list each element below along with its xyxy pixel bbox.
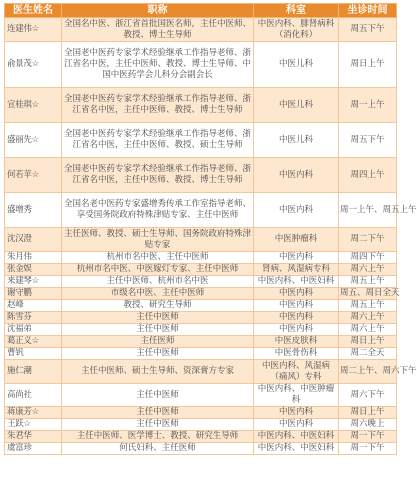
doctor-title-cell: 全国名老中医药专家盛增秀传承工作室指导老师、享受国务院政府特殊津贴专家、主任中医师 xyxy=(62,193,254,228)
doctor-title-cell: 主任中医师 xyxy=(62,348,254,360)
doctor-name-cell: 何若苹☆ xyxy=(5,158,62,193)
doctor-title-cell: 全国老中医药专家学术经验继承工作指导老师、浙江省名中医，主任中医师、教授、硕士生导师 xyxy=(62,123,254,158)
doctor-name-cell: 来建琴☆ xyxy=(5,276,62,288)
doctor-title-cell: 何氏妇科、主任医师 xyxy=(62,443,254,455)
doctor-name-cell: 沈汉澄 xyxy=(5,228,62,252)
doctor-name-cell: 施仁潮 xyxy=(5,360,62,384)
doctor-schedule-table xyxy=(4,3,417,455)
clinic-time-cell: 周一下午 xyxy=(339,443,397,455)
clinic-time-cell: 周六下午 xyxy=(339,384,397,407)
header-dept: 科室 xyxy=(254,4,339,18)
header-title: 职称 xyxy=(62,4,254,18)
doctor-title-cell: 主任中医师 xyxy=(62,419,254,431)
doctor-name-cell: 张金娱 xyxy=(5,264,62,276)
clinic-time-cell: 周六上午 xyxy=(339,324,397,336)
doctor-name-cell: 蒋康芳☆ xyxy=(5,407,62,419)
clinic-time-cell: 周二全天 xyxy=(339,348,397,360)
table-row xyxy=(5,407,397,419)
department-cell: 中医皮肤科 xyxy=(254,336,339,348)
department-cell: 中医内科、风湿病（痛风）专科 xyxy=(254,360,339,384)
table-row xyxy=(5,264,397,276)
doctor-name-cell: 葛正义☆ xyxy=(5,336,62,348)
department-cell: 中医内科、中医妇科 xyxy=(254,276,339,288)
doctor-title-cell: 全国名中医、浙江省首批国医名师，主任中医师、教授、博士生导师 xyxy=(62,18,254,42)
doctor-title-cell: 主任医师 xyxy=(62,336,254,348)
doctor-name-cell: 王跃☆ xyxy=(5,419,62,431)
department-cell: 中医内科 xyxy=(254,158,339,193)
table-row xyxy=(5,193,397,228)
doctor-title-cell: 全国老中医药专家学术经验继承工作指导老师、浙江省名中医，主任中医师、教授、博士生导师、中国中医药学会儿科分会副会长 xyxy=(62,42,254,88)
department-cell: 中医内科 xyxy=(254,252,339,264)
table-row xyxy=(5,288,397,300)
table-row xyxy=(5,158,397,193)
department-cell: 中医内科 xyxy=(254,419,339,431)
doctor-name-cell: 陈雪芬 xyxy=(5,312,62,324)
table-row xyxy=(5,324,397,336)
department-cell: 中医骨伤科 xyxy=(254,348,339,360)
doctor-title-cell: 主任中医师 xyxy=(62,312,254,324)
clinic-time-cell: 周六上午 xyxy=(339,312,397,324)
doctor-name-cell: 连建伟☆ xyxy=(5,18,62,42)
doctor-title-cell: 教授、研究生导师 xyxy=(62,300,254,312)
doctor-name-cell: 宣桂琪☆ xyxy=(5,88,62,123)
header-time: 坐诊时间 xyxy=(339,4,397,18)
doctor-name-cell: 虞富珍 xyxy=(5,443,62,455)
doctor-title-cell: 主任中医师、硕士生导师、资深膏方专家 xyxy=(62,360,254,384)
table-row xyxy=(5,300,397,312)
table-row xyxy=(5,419,397,431)
department-cell: 中医内科、中医妇科 xyxy=(254,443,339,455)
doctor-name-cell: 赵峰 xyxy=(5,300,62,312)
doctor-name-cell: 朱君华 xyxy=(5,431,62,443)
clinic-time-cell: 周二上午、周六下午 xyxy=(339,360,397,384)
table-row xyxy=(5,88,397,123)
department-cell: 中医内科 xyxy=(254,288,339,300)
department-cell: 中医内科、腓肾病科（消化科） xyxy=(254,18,339,42)
table-row xyxy=(5,228,397,252)
clinic-time-cell: 周五上午 xyxy=(339,300,397,312)
table-row xyxy=(5,123,397,158)
doctor-title-cell: 杭州市名中医、中医嫁灯专家、主任中医师 xyxy=(62,264,254,276)
clinic-time-cell: 周一下午 xyxy=(339,431,397,443)
doctor-title-cell: 全国老中医药专家学术经验继承工作指导老师、浙江省名中医，主任中医师、教授、博士生导师 xyxy=(62,88,254,123)
table-row xyxy=(5,312,397,324)
clinic-time-cell: 周四下午 xyxy=(339,252,397,264)
clinic-time-cell: 周六晚上 xyxy=(339,419,397,431)
department-cell: 中医儿科 xyxy=(254,88,339,123)
doctor-title-cell: 主任中医师、医学博士、教授、研究生导师 xyxy=(62,431,254,443)
department-cell: 中医内科 xyxy=(254,407,339,419)
clinic-time-cell: 周五下午 xyxy=(339,18,397,42)
department-cell: 中医内科 xyxy=(254,312,339,324)
table-row xyxy=(5,360,397,384)
doctor-name-cell: 朱月伟 xyxy=(5,252,62,264)
table-row xyxy=(5,443,397,455)
clinic-time-cell: 周五上午 xyxy=(339,276,397,288)
department-cell: 中医内科 xyxy=(254,300,339,312)
department-cell: 中医肿瘤科 xyxy=(254,228,339,252)
table-row xyxy=(5,252,397,264)
doctor-name-cell: 盛增秀 xyxy=(5,193,62,228)
doctor-title-cell: 主任中医师 xyxy=(62,384,254,407)
doctor-title-cell: 主任中医师、杭州市名中医 xyxy=(62,276,254,288)
clinic-time-cell: 周日上午 xyxy=(339,407,397,419)
department-cell: 肾病、风湿病专科 xyxy=(254,264,339,276)
doctor-name-cell: 高尚社 xyxy=(5,384,62,407)
table-row xyxy=(5,42,397,88)
clinic-time-cell: 周六上午 xyxy=(339,264,397,276)
header-row xyxy=(5,4,397,18)
clinic-time-cell: 周一上午 xyxy=(339,88,397,123)
clinic-time-cell: 周四上午 xyxy=(339,158,397,193)
department-cell: 中医内科 xyxy=(254,324,339,336)
department-cell: 中医儿科 xyxy=(254,123,339,158)
clinic-time-cell: 周五下午 xyxy=(339,123,397,158)
clinic-time-cell: 周五、周日全天 xyxy=(340,288,400,298)
doctor-title-cell: 杭州市名中医、主任中医师 xyxy=(62,252,254,264)
clinic-time-cell: 周日上午 xyxy=(339,336,397,348)
department-cell: 中医内科、中医肿瘤科 xyxy=(254,384,339,407)
doctor-name-cell: 谢守鹏 xyxy=(5,288,62,300)
doctor-title-cell: 主任中医师 xyxy=(62,324,254,336)
header-name: 医生姓名 xyxy=(5,4,62,18)
clinic-time-cell: 周一上午、周五上午 xyxy=(339,193,397,228)
table-row xyxy=(5,336,397,348)
table-row xyxy=(5,384,397,407)
doctor-title-cell: 市级名中医、主任中医师 xyxy=(62,288,254,300)
department-cell: 中医内科、中医妇科 xyxy=(254,431,339,443)
doctor-name-cell: 俞景茂☆ xyxy=(5,42,62,88)
doctor-name-cell: 沈福弟 xyxy=(5,324,62,336)
doctor-name-cell: 曹钒 xyxy=(5,348,62,360)
table-row xyxy=(5,431,397,443)
doctor-name-cell: 盛丽先☆ xyxy=(5,123,62,158)
department-cell: 中医儿科 xyxy=(254,42,339,88)
doctor-title-cell: 主任中医师 xyxy=(62,407,254,419)
department-cell: 中医内科 xyxy=(254,193,339,228)
table-row xyxy=(5,18,397,42)
clinic-time-cell: 周日上午 xyxy=(339,42,397,88)
table-row xyxy=(5,276,397,288)
doctor-title-cell: 全国老中医药专家学术经验继承工作指导老师、浙江省名中医，主任中医师、教授、博士生导师 xyxy=(62,158,254,193)
table-row xyxy=(5,348,397,360)
doctor-title-cell: 主任医师、教授、硕士生导师、国务院政府特殊津贴专家 xyxy=(62,228,254,252)
clinic-time-cell: 周二下午 xyxy=(339,228,397,252)
